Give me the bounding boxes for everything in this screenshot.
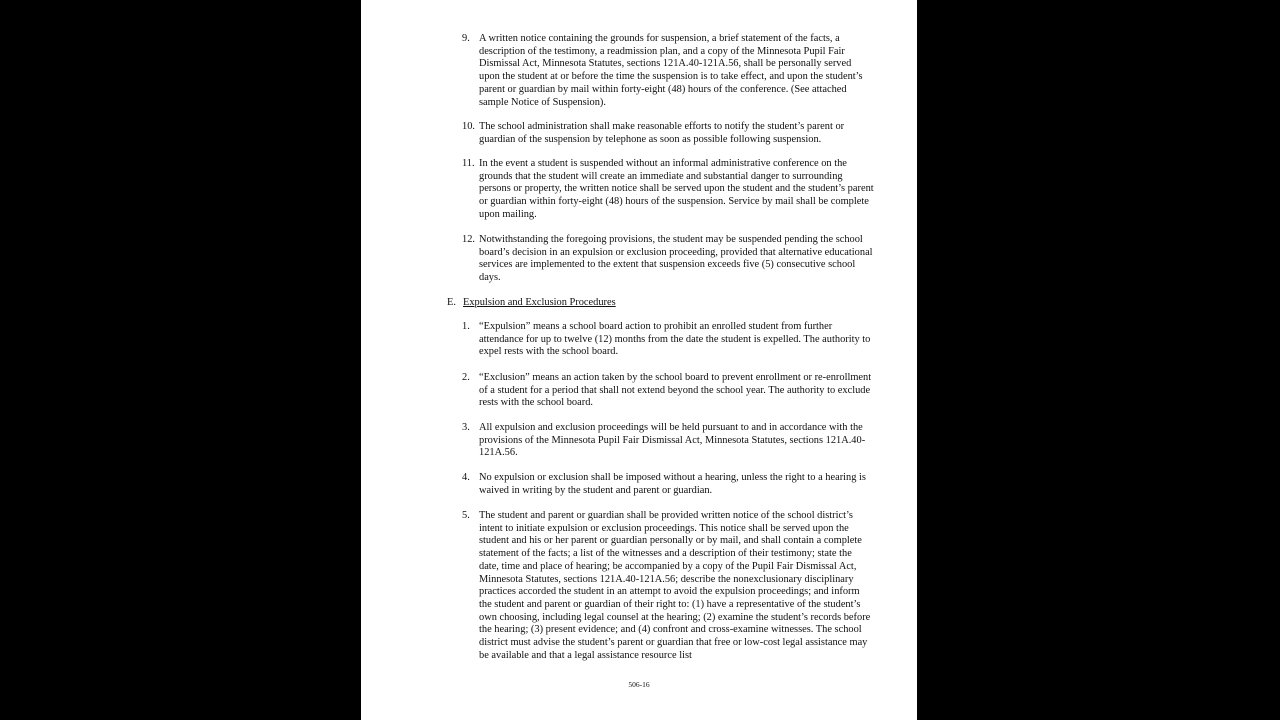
document-page — [361, 0, 917, 720]
item-number: 2. — [462, 372, 470, 383]
item-number: 3. — [462, 422, 470, 433]
item-text: The school administration shall make reasonable efforts to notify the student’s parent or guardian of the suspension by telephone as soon as possible following suspension. — [479, 121, 845, 145]
item-text: A written notice containing the grounds for suspension, a brief statement of the facts, a description of the testimony, a readmission plan, and a copy of the Minnesota Pupil Fair Dismissal Act, Minnesota Statutes, sections 121A.40-121A.56, shall be personally served upon the student at or before the time the suspension is to take effect, and upon the student’s parent or guardian by mail within forty-eight (48) hours of the conference. (See attached sample Notice of Suspension). — [479, 33, 863, 108]
item-text: In the event a student is suspended without an informal administrative conference on the grounds that the student will create an immediate and substantial danger to surrounding persons or property, the written notice shall be served upon the student and the student’s parent or guardian within forty-eight (48) hours of the suspension. Service by mail shall be complete upon mailing. — [479, 158, 874, 220]
section-letter: E. — [447, 297, 456, 308]
item-text: “Exclusion” means an action taken by the school board to prevent enrollment or re-enrollment of a student for a period that shall not extend beyond the school year. The authority to exclude rests with the school board. — [479, 372, 872, 409]
list-item — [462, 234, 874, 285]
item-text: All expulsion and exclusion proceedings will be held pursuant to and in accordance with the provisions of the Minnesota Pupil Fair Dismissal Act, Minnesota Statutes, sections 121A.40-121A.56. — [479, 422, 866, 459]
item-text: “Expulsion” means a school board action to prohibit an enrolled student from further attendance for up to twelve (12) months from the date the student is expelled. The authority to expel rests with the school board. — [479, 321, 871, 358]
item-number: 10. — [462, 121, 475, 132]
list-item — [462, 422, 874, 460]
item-text: Notwithstanding the foregoing provisions, the student may be suspended pending the school board’s decision in an expulsion or exclusion proceeding, provided that alternative educational services are implemented to the extent that suspension exceeds five (5) consecutive school days. — [479, 234, 873, 284]
list-item — [462, 510, 874, 662]
item-number: 1. — [462, 321, 470, 332]
list-item — [462, 472, 874, 497]
item-number: 9. — [462, 33, 470, 44]
item-text: No expulsion or exclusion shall be imposed without a hearing, unless the right to a hearing is waived in writing by the student and parent or guardian. — [479, 472, 866, 496]
item-number: 4. — [462, 472, 470, 483]
item-number: 12. — [462, 234, 475, 245]
list-item — [462, 33, 874, 109]
list-item — [462, 158, 874, 222]
list-item — [462, 372, 874, 410]
item-text: The student and parent or guardian shall be provided written notice of the school district’s intent to initiate expulsion or exclusion proceedings. This notice shall be served upon the student and his or her parent or guardian personally or by mail, and shall contain a complete statement of the facts; a list of the witnesses and a description of their testimony; state the date, time and place of hearing; be accompanied by a copy of the Pupil Fair Dismissal Act, Minnesota Statutes, sections 121A.40-121A.56; describe the nonexclusionary disciplinary practices accorded the student in an attempt to avoid the expulsion proceedings; and inform the student and parent or guardian of their right to: (1) have a representative of the student’s own choosing, including legal counsel at the hearing; (2) examine the student’s records before the hearing; (3) present evidence; and (4) confront and cross-examine witnesses. The school district must advise the student’s parent or guardian that free or low-cost legal assistance may be available and that a legal assistance resource list — [479, 510, 871, 661]
item-number: 5. — [462, 510, 470, 521]
page-footer: 506-16 — [628, 680, 650, 689]
list-item — [462, 321, 874, 359]
list-item — [462, 121, 874, 146]
item-number: 11. — [462, 158, 475, 169]
section-title: Expulsion and Exclusion Procedures — [463, 297, 616, 308]
